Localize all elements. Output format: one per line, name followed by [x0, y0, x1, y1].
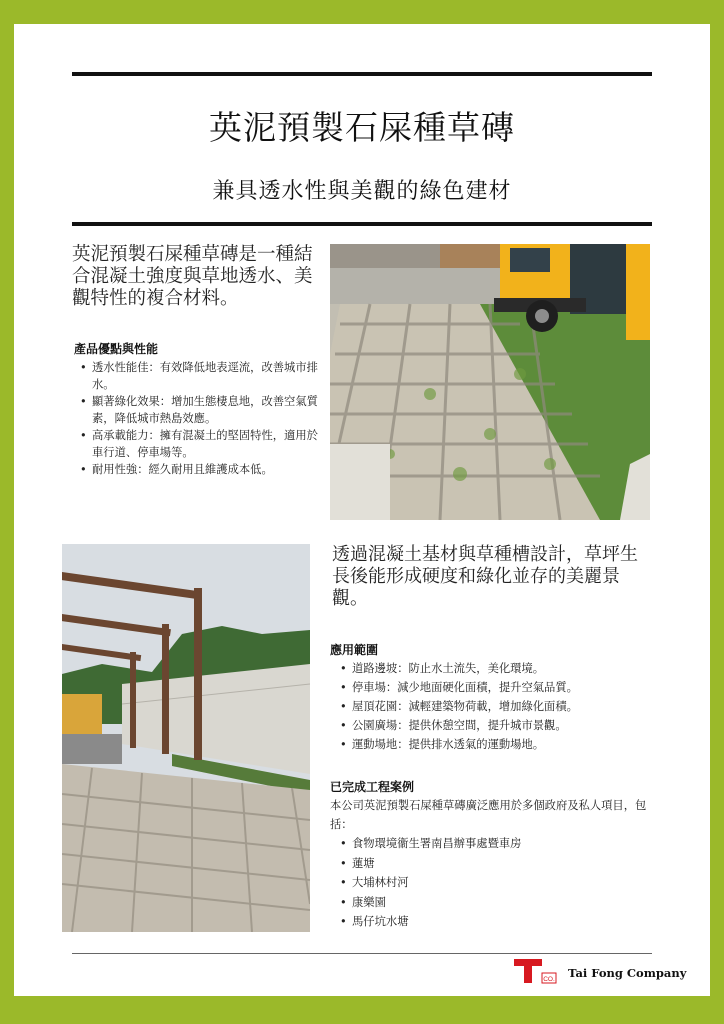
projects-list	[338, 834, 652, 932]
list-item: • 公園廣場：提供休憩空間，提升城市景觀。	[338, 716, 652, 735]
truck-parking-image	[330, 244, 650, 520]
list-item: • 馬仔坑水塘	[338, 912, 652, 932]
list-item: • 食物環境衞生署南昌辦事處暨車房	[338, 834, 652, 854]
header-bottom-rule	[72, 222, 652, 226]
advantages-list	[78, 359, 318, 478]
list-item: • 透水性能佳：有效降低地表逕流，改善城市排水。	[78, 359, 318, 393]
top-rule	[72, 72, 652, 76]
list-item: • 屋頂花園：減輕建築物荷載，增加綠化面積。	[338, 697, 652, 716]
applications-heading: 應用範圍	[330, 643, 379, 657]
list-item: • 蓮塘	[338, 854, 652, 874]
list-item: • 運動場地：提供排水透氣的運動場地。	[338, 735, 652, 754]
applications-list	[338, 659, 652, 754]
list-item: • 顯著綠化效果：增加生態棲息地，改善空氣質素，降低城市熱島效應。	[78, 393, 318, 427]
advantages-heading: 產品優點與性能	[74, 342, 159, 356]
projects-heading: 已完成工程案例	[330, 780, 415, 794]
list-item: • 高承載能力：擁有混凝土的堅固特性，適用於車行道、停車場等。	[78, 427, 318, 461]
list-item: • 耐用性強：經久耐用且維護成本低。	[78, 461, 318, 478]
intro-paragraph: 英泥預製石屎種草磚是一種結合混凝土強度與草地透水、美觀特性的複合材料。	[72, 244, 313, 309]
footer-rule	[72, 953, 652, 954]
design-paragraph: 透過混凝土基材與草種槽設計，草坪生長後能形成硬度和綠化並存的美麗景觀。	[332, 544, 638, 609]
document-title: 英泥預製石屎種草磚	[209, 108, 515, 147]
truck-parking-photo	[330, 244, 650, 520]
list-item: • 道路邊坡：防止水土流失，美化環境。	[338, 659, 652, 678]
company-logo-icon	[512, 955, 558, 985]
pergola-garden-image	[62, 544, 310, 932]
list-item: • 康樂園	[338, 893, 652, 913]
document-subtitle: 兼具透水性與美觀的綠色建材	[212, 179, 512, 204]
projects-intro: 本公司英泥預製石屎種草磚廣泛應用於多個政府及私人項目，包括：	[330, 799, 647, 831]
pergola-garden-photo	[62, 544, 310, 932]
list-item: • 停車場：減少地面硬化面積，提升空氣品質。	[338, 678, 652, 697]
company-name: Tai Fong Company	[568, 966, 687, 980]
list-item: • 大埔林村河	[338, 873, 652, 893]
logo-text: CO.	[543, 976, 555, 983]
